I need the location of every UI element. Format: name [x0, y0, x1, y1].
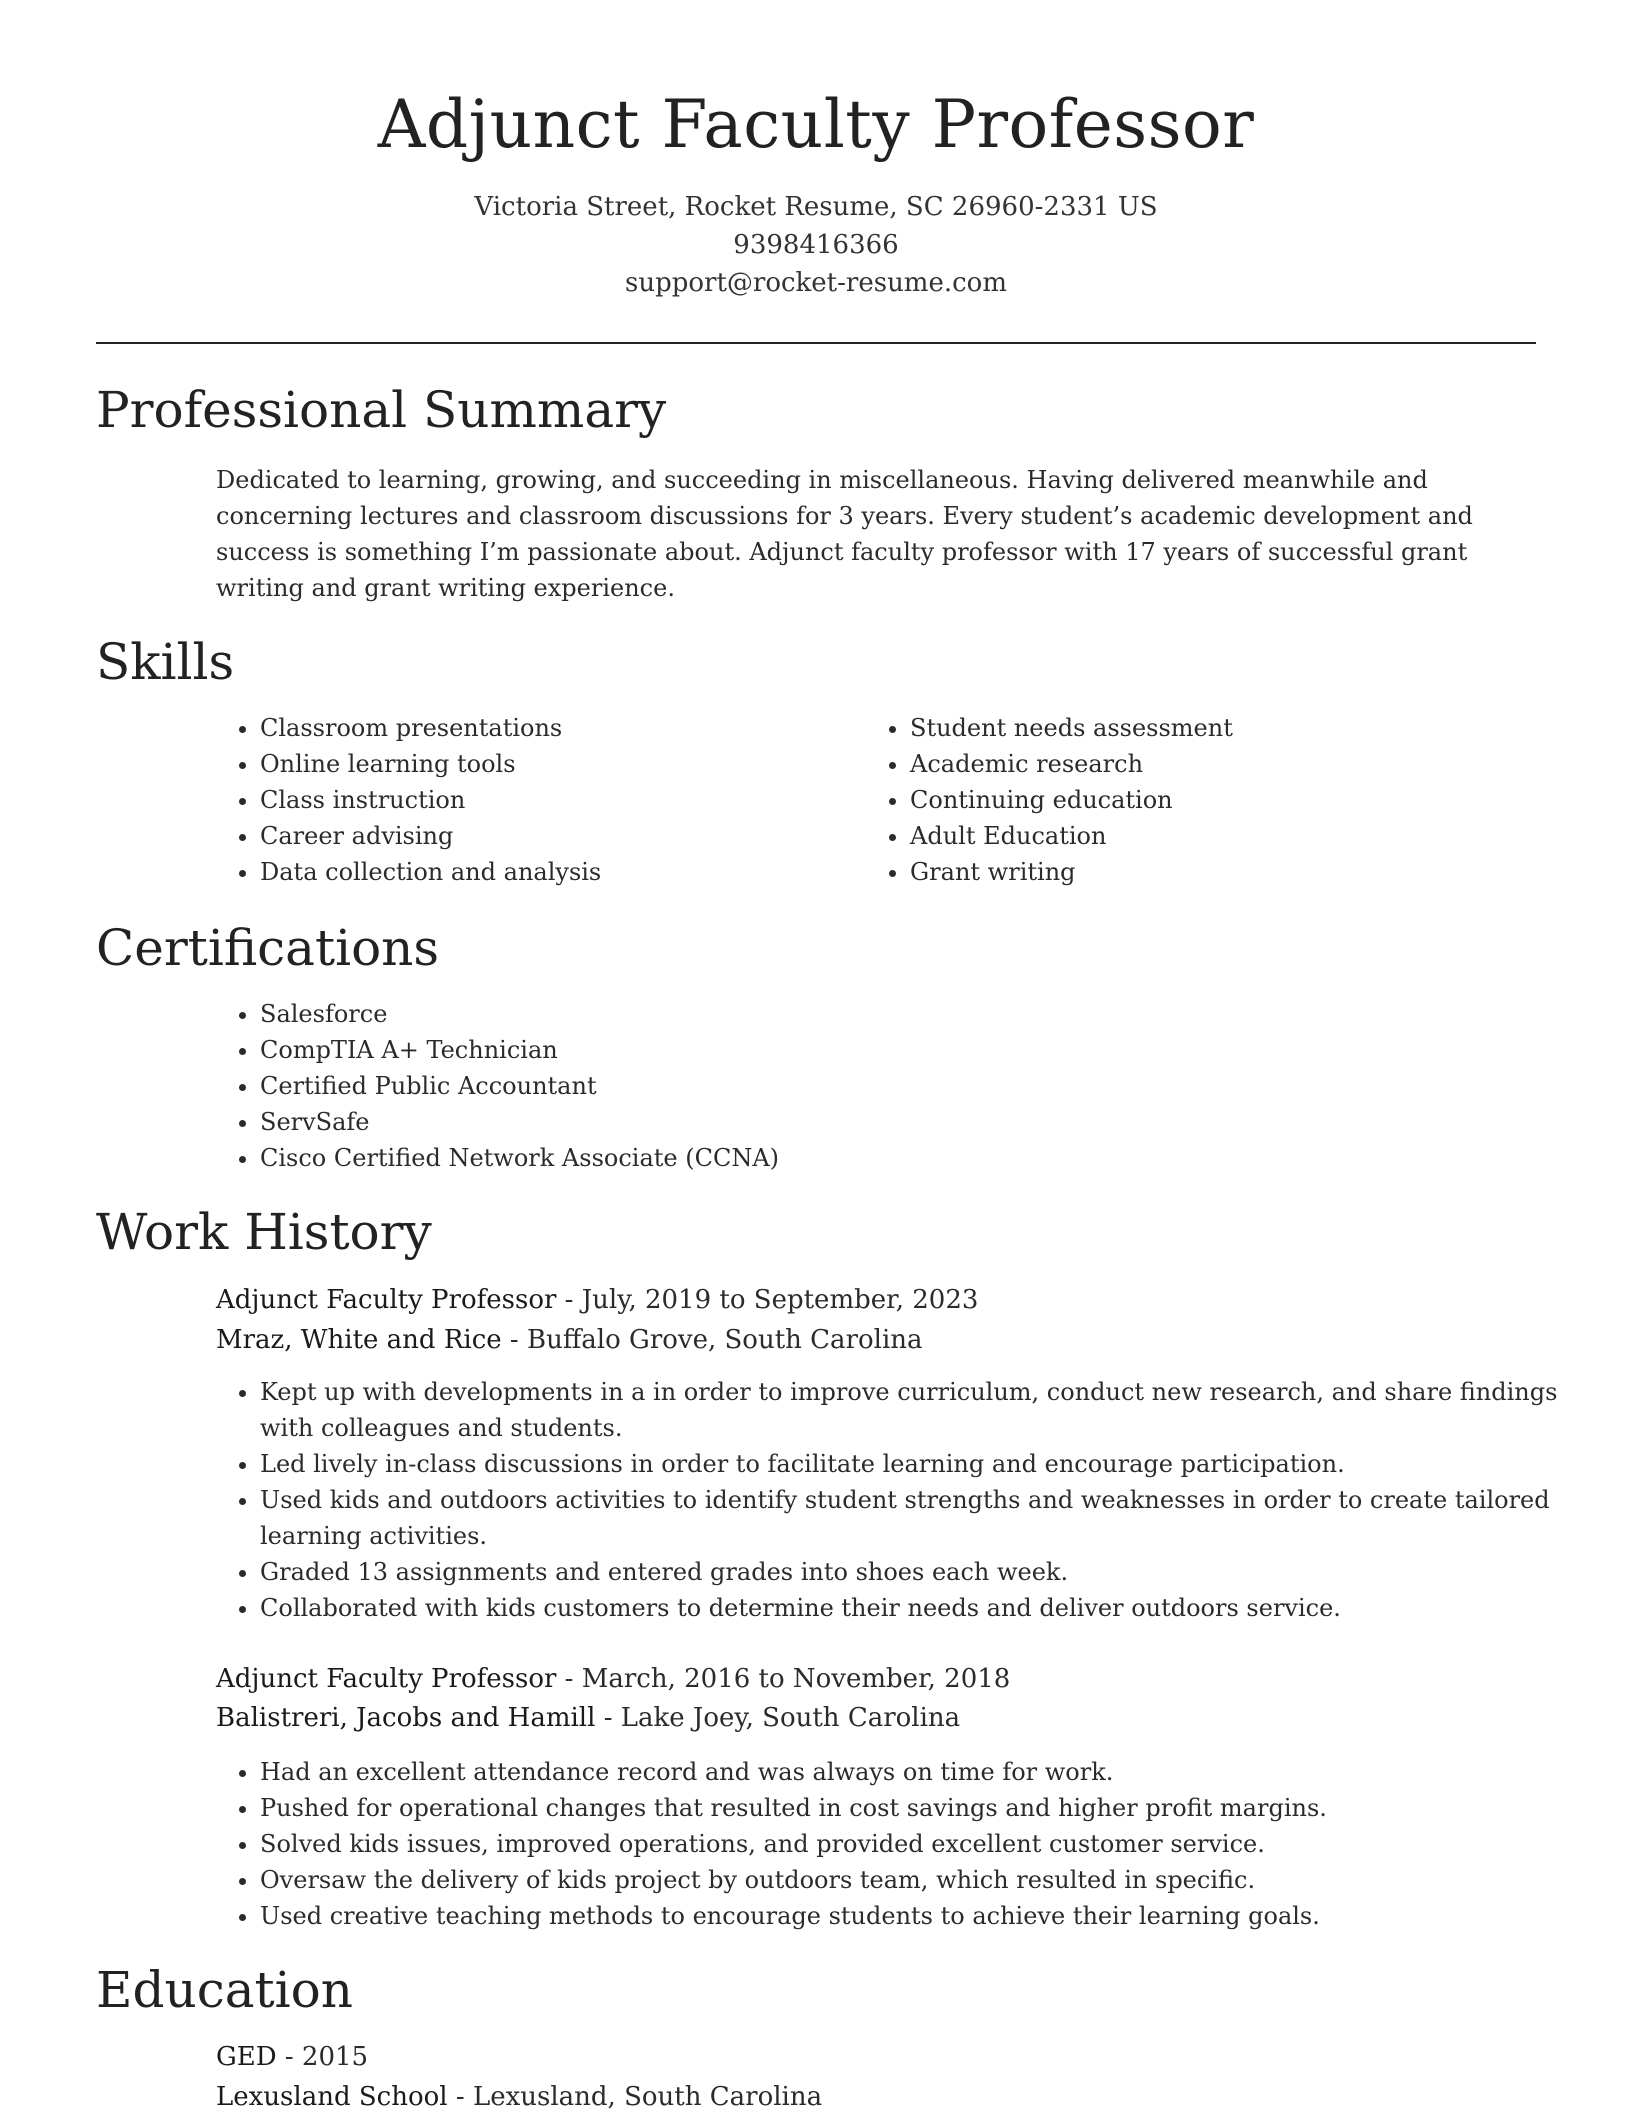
list-item: • Data collection and analysis — [260, 854, 840, 890]
job-role: Adjunct Faculty Professor — [216, 1664, 557, 1694]
phone: 9398416366 — [733, 230, 899, 260]
summary-text: Dedicated to learning, growing, and succeeding in miscellaneous. Having delivered meanwhile and concerning lectures and classroom discussions for 3 years. Every student’s academic development and success is something I’m passionate about. Adjunct faculty professor with 17 years of successful grant writing and grant writing experience. — [216, 466, 1473, 602]
education-location: - Lexusland, South Carolina — [447, 2082, 823, 2112]
list-item: • Collaborated with kids customers to determine their needs and deliver outdoors service. — [260, 1590, 1580, 1626]
list-item: • Continuing education — [910, 782, 1530, 818]
list-item: • Oversaw the delivery of kids project by outdoors team, which resulted in specific. — [260, 1862, 1580, 1898]
job-location: - Buffalo Grove, South Carolina — [501, 1325, 923, 1355]
job-1-title-line — [216, 1281, 978, 1319]
list-item: • CompTIA A+ Technician — [260, 1032, 1580, 1068]
list-item: • Pushed for operational changes that resulted in cost savings and higher profit margins. — [260, 1790, 1580, 1826]
list-item: • Solved kids issues, improved operations, and provided excellent customer service. — [260, 1826, 1580, 1862]
education-degree: GED — [216, 2042, 277, 2072]
job-2-bullets — [216, 1754, 1580, 1934]
list-item: • Student needs assessment — [910, 710, 1530, 746]
list-item: • Kept up with developments in a in order to improve curriculum, conduct new research, and share findings with colleagues and students. — [260, 1374, 1580, 1446]
list-item: • Salesforce — [260, 996, 1580, 1032]
education-school-line — [216, 2078, 822, 2116]
list-item: • Academic research — [910, 746, 1530, 782]
resume-header — [96, 80, 1536, 302]
candidate-name: Adjunct Faculty Professor — [377, 86, 1255, 163]
address: Victoria Street, Rocket Resume, SC 26960-2331 US — [474, 192, 1158, 222]
job-dates: - July, 2019 to September, 2023 — [556, 1285, 979, 1315]
certifications-list — [216, 996, 1580, 1176]
list-item: • ServSafe — [260, 1104, 1580, 1140]
job-location: - Lake Joey, South Carolina — [595, 1703, 961, 1733]
section-title-work-history: Work History — [96, 1203, 432, 1261]
list-item: • Career advising — [260, 818, 840, 854]
section-title-education: Education — [96, 1961, 353, 2019]
list-item: • Led lively in-class discussions in order to facilitate learning and encourage participation. — [260, 1446, 1580, 1482]
job-2-company-line — [216, 1699, 960, 1737]
education-degree-line — [216, 2038, 368, 2076]
skills-list-left — [216, 710, 840, 890]
list-item: • Used kids and outdoors activities to identify student strengths and weaknesses in order to create tailored learning activities. — [260, 1482, 1580, 1554]
education-year: - 2015 — [276, 2042, 369, 2072]
list-item: • Cisco Certified Network Associate (CCNA) — [260, 1140, 1580, 1176]
list-item: • Used creative teaching methods to encourage students to achieve their learning goals. — [260, 1898, 1580, 1934]
job-company: Mraz, White and Rice — [216, 1325, 502, 1355]
job-dates: - March, 2016 to November, 2018 — [556, 1664, 1011, 1694]
section-title-skills: Skills — [96, 633, 235, 691]
education-school: Lexusland School — [216, 2082, 448, 2112]
list-item: • Classroom presentations — [260, 710, 840, 746]
section-title-certifications: Certifications — [96, 919, 440, 977]
job-role: Adjunct Faculty Professor — [216, 1285, 557, 1315]
job-2-title-line — [216, 1660, 1010, 1698]
skills-list-right — [866, 710, 1530, 890]
list-item: • Graded 13 assignments and entered grades into shoes each week. — [260, 1554, 1580, 1590]
job-1-bullets — [216, 1374, 1580, 1626]
contact-block — [96, 188, 1536, 302]
list-item: • Grant writing — [910, 854, 1530, 890]
job-company: Balistreri, Jacobs and Hamill — [216, 1703, 596, 1733]
list-item: • Had an excellent attendance record and was always on time for work. — [260, 1754, 1580, 1790]
email: support@rocket-resume.com — [624, 268, 1007, 298]
job-1-company-line — [216, 1321, 923, 1359]
section-title-summary: Professional Summary — [96, 381, 667, 439]
list-item: • Certified Public Accountant — [260, 1068, 1580, 1104]
list-item: • Adult Education — [910, 818, 1530, 854]
list-item: • Online learning tools — [260, 746, 840, 782]
header-divider — [96, 342, 1536, 344]
list-item: • Class instruction — [260, 782, 840, 818]
